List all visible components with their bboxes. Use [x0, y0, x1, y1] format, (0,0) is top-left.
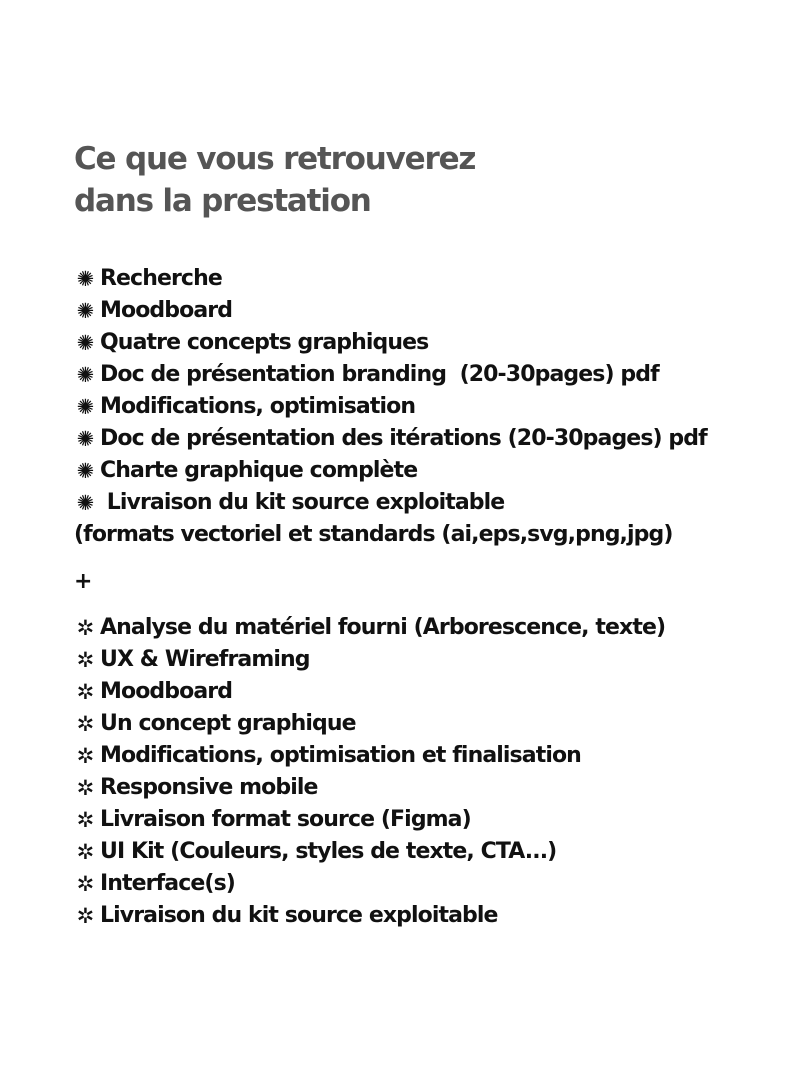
- list-item-label: Modifications, optimisation: [100, 394, 416, 419]
- asterisk-icon: ✲: [76, 872, 94, 896]
- list-item: [74, 676, 665, 708]
- branding-deliverables-list: [74, 263, 707, 519]
- asterisk-icon: ✲: [76, 808, 94, 832]
- list-item: [74, 423, 707, 455]
- asterisk-icon: ✲: [76, 616, 94, 640]
- list-item: [74, 455, 707, 487]
- list-item-label: Moodboard: [100, 679, 233, 704]
- plus-separator: +: [74, 569, 93, 594]
- sunburst-icon: ✺: [76, 459, 94, 483]
- list-item: [74, 772, 665, 804]
- asterisk-icon: ✲: [76, 648, 94, 672]
- list-item-label: Quatre concepts graphiques: [100, 330, 429, 355]
- list-item-label: Livraison du kit source exploitable: [100, 490, 505, 515]
- asterisk-icon: ✲: [76, 776, 94, 800]
- list-item: [74, 327, 707, 359]
- list-item: [74, 612, 665, 644]
- list-item-label: Interface(s): [100, 871, 235, 896]
- list-item-label: Doc de présentation branding (20-30pages) pdf: [100, 362, 659, 387]
- list-item-label: Analyse du matériel fourni (Arborescence, texte): [100, 615, 666, 640]
- list-item-label: UX & Wireframing: [100, 647, 310, 672]
- list-item: [74, 804, 665, 836]
- sunburst-icon: ✺: [76, 363, 94, 387]
- list-item-label: Responsive mobile: [100, 775, 318, 800]
- sunburst-icon: ✺: [76, 299, 94, 323]
- list-item: [74, 295, 707, 327]
- list-item: [74, 836, 665, 868]
- list-item-label: UI Kit (Couleurs, styles de texte, CTA...): [100, 839, 557, 864]
- list-item: [74, 708, 665, 740]
- asterisk-icon: ✲: [76, 712, 94, 736]
- asterisk-icon: ✲: [76, 744, 94, 768]
- sunburst-icon: ✺: [76, 427, 94, 451]
- list-item: [74, 900, 665, 932]
- asterisk-icon: ✲: [76, 680, 94, 704]
- sunburst-icon: ✺: [76, 267, 94, 291]
- asterisk-icon: ✲: [76, 904, 94, 928]
- list-item-label: Livraison format source (Figma): [100, 807, 471, 832]
- sunburst-icon: ✺: [76, 491, 94, 515]
- list-item: [74, 391, 707, 423]
- list-item-label: Doc de présentation des itérations (20-30pages) pdf: [100, 426, 707, 451]
- list-item: [74, 487, 707, 519]
- heading-line-1: Ce que vous retrouverez: [74, 141, 476, 177]
- asterisk-icon: ✲: [76, 840, 94, 864]
- list-item: [74, 263, 707, 295]
- web-deliverables-list: [74, 612, 665, 932]
- list-item: [74, 644, 665, 676]
- list-item: [74, 868, 665, 900]
- page-heading: [74, 138, 475, 222]
- formats-note: (formats vectoriel et standards (ai,eps,svg,png,jpg): [74, 522, 673, 547]
- list-item-label: Modifications, optimisation et finalisation: [100, 743, 581, 768]
- list-item-label: Moodboard: [100, 298, 233, 323]
- sunburst-icon: ✺: [76, 395, 94, 419]
- list-item-label: Charte graphique complète: [100, 458, 418, 483]
- list-item-label: Livraison du kit source exploitable: [100, 903, 498, 928]
- sunburst-icon: ✺: [76, 331, 94, 355]
- list-item-label: Un concept graphique: [100, 711, 356, 736]
- list-item: [74, 740, 665, 772]
- list-item-label: Recherche: [100, 266, 222, 291]
- list-item: [74, 359, 707, 391]
- heading-line-2: dans la prestation: [74, 183, 371, 219]
